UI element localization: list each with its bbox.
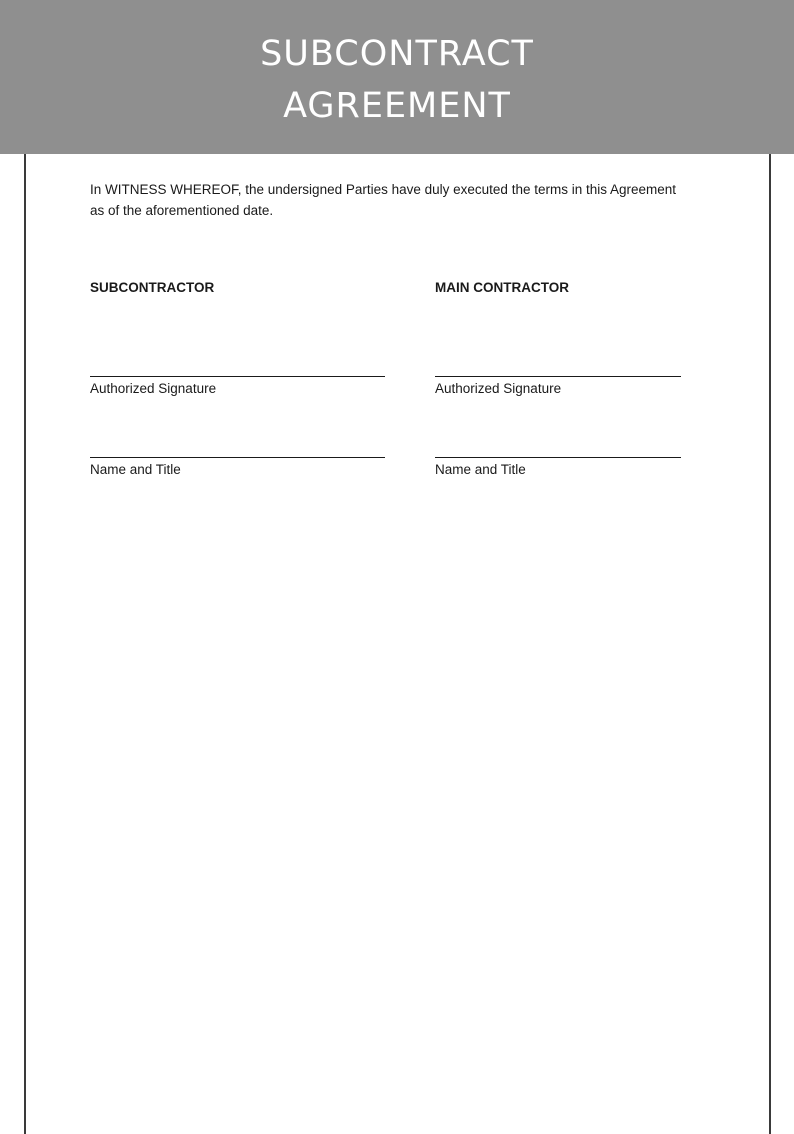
document-title-line-2: AGREEMENT bbox=[283, 86, 511, 126]
page-border bbox=[24, 154, 771, 1134]
document-title-line-1: SUBCONTRACT bbox=[260, 34, 534, 74]
subcontractor-signature-label: Authorized Signature bbox=[90, 381, 217, 396]
main-contractor-name-line[interactable] bbox=[435, 457, 681, 458]
subcontractor-name-label: Name and Title bbox=[90, 462, 181, 477]
main-contractor-name-label: Name and Title bbox=[435, 462, 526, 477]
main-contractor-heading: MAIN CONTRACTOR bbox=[435, 280, 569, 295]
subcontractor-heading: SUBCONTRACTOR bbox=[90, 280, 215, 295]
subcontractor-signature-line[interactable] bbox=[90, 376, 385, 377]
header-banner bbox=[0, 0, 794, 154]
subcontractor-name-line[interactable] bbox=[90, 457, 385, 458]
document-title bbox=[0, 28, 794, 132]
main-contractor-signature-line[interactable] bbox=[435, 376, 681, 377]
main-contractor-signature-label: Authorized Signature bbox=[435, 381, 562, 396]
witness-clause: In WITNESS WHEREOF, the undersigned Parties have duly executed the terms in this Agreement as of the aforementioned date. bbox=[90, 182, 677, 218]
